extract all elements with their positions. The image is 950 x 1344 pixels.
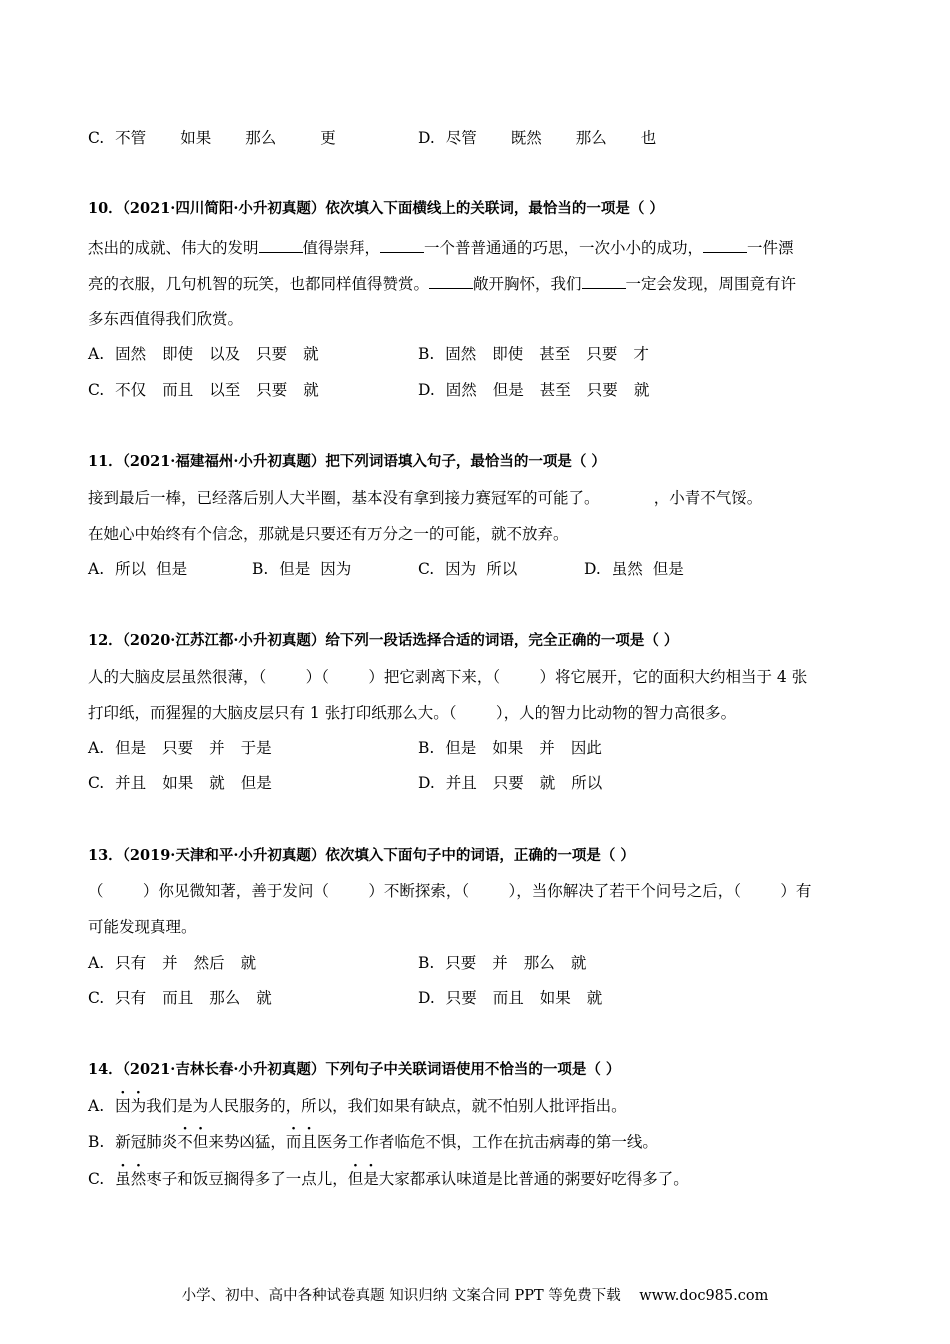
q10-option-b[interactable]: B. 固然 即使 甚至 只要 才 [418, 345, 649, 363]
q11-option-b[interactable]: B. 但是 因为 [252, 560, 352, 578]
q14-a-dotted-connective: 因为 [115, 1097, 147, 1115]
q11-option-d[interactable]: D. 虽然 但是 [584, 560, 684, 578]
q14-b-dotted-connective-2: 而且 [285, 1133, 317, 1151]
q13-option-d[interactable]: D. 只要 而且 如果 就 [418, 989, 603, 1007]
q12-title: 12．（2020·江苏江都·小升初真题）给下列一段话选择合适的词语，完全正确的一项是（ ） [88, 632, 679, 649]
q11-title: 11．（2021·福建福州·小升初真题）把下列词语填入句子，最恰当的一项是（ ） [88, 453, 606, 470]
q12-text-line1: 人的大脑皮层虽然很薄，（ ）（ ）把它剥离下来，（ ）将它展开，它的面积大约相当于 4 张 [88, 668, 808, 686]
q13-option-a[interactable]: A. 只有 并 然后 就 [88, 954, 257, 972]
q9-option-c: C. 不管 如果 那么 更 [88, 129, 336, 147]
q11-option-c[interactable]: C. 因为 所以 [418, 560, 518, 578]
q11-option-a[interactable]: A. 所以 但是 [88, 560, 188, 578]
q10-option-d[interactable]: D. 固然 但是 甚至 只要 就 [418, 381, 650, 399]
q14-title: 14．（2021·吉林长春·小升初真题）下列句子中关联词语使用不恰当的一项是（ ） [88, 1061, 621, 1078]
q13-option-b[interactable]: B. 只要 并 那么 就 [418, 954, 587, 972]
q13-option-c[interactable]: C. 只有 而且 那么 就 [88, 989, 272, 1007]
q14-c-dotted-connective-2: 但是 [347, 1170, 379, 1188]
q10-title: 10．（2021·四川简阳·小升初真题）依次填入下面横线上的关联词，最恰当的一项是（ ） [88, 200, 664, 217]
q10-option-a[interactable]: A. 固然 即使 以及 只要 就 [88, 345, 319, 363]
q14-option-c[interactable]: C. 虽然枣子和饭豆搁得多了一点儿，但是大家都承认味道是比普通的粥要好吃得多了。 [88, 1170, 689, 1188]
q12-text-line2: 打印纸，而猩猩的大脑皮层只有 1 张打印纸那么大。（ ），人的智力比动物的智力高很多。 [88, 704, 737, 722]
q14-option-a[interactable]: A. 因为我们是为人民服务的，所以，我们如果有缺点，就不怕别人批评指出。 [88, 1097, 627, 1115]
q10-option-c[interactable]: C. 不仅 而且 以至 只要 就 [88, 381, 319, 399]
q12-option-a[interactable]: A. 但是 只要 并 于是 [88, 739, 272, 757]
q11-text-line2: 在她心中始终有个信念，那就是只要还有万分之一的可能，就不放弃。 [88, 525, 569, 543]
page-footer: 小学、初中、高中各种试卷真题 知识归纳 文案合同 PPT 等免费下载 www.doc985.com [181, 1288, 769, 1304]
q13-title: 13．（2019·天津和平·小升初真题）依次填入下面句子中的词语，正确的一项是（ ） [88, 847, 635, 864]
q12-option-b[interactable]: B. 但是 如果 并 因此 [418, 739, 602, 757]
q10-text-line3: 多东西值得我们欣赏。 [88, 310, 244, 328]
q13-text-line2: 可能发现真理。 [88, 918, 197, 936]
q12-option-d[interactable]: D. 并且 只要 就 所以 [418, 774, 603, 792]
q10-text-line2: 亮的衣服，几句机智的玩笑，也都同样值得赞赏。 敞开胸怀，我们 一定会发现，周围竟有许 [88, 272, 796, 295]
q14-c-dotted-connective-1: 虽然 [115, 1170, 147, 1188]
q11-text-line1: 接到最后一棒，已经落后别人大半圈，基本没有拿到接力赛冠军的可能了。 ，小青不气馁。 [88, 489, 763, 507]
q10-text-line1: 杰出的成就、伟大的发明 值得崇拜， 一个普普通通的巧思，一次小小的成功， 一件漂 [88, 236, 794, 259]
q14-option-b[interactable]: B. 新冠肺炎不但来势凶猛，而且医务工作者临危不惧，工作在抗击病毒的第一线。 [88, 1133, 658, 1151]
q9-option-d: D. 尽管 既然 那么 也 [418, 129, 657, 147]
q14-b-dotted-connective-1: 不但 [177, 1133, 209, 1151]
q12-option-c[interactable]: C. 并且 如果 就 但是 [88, 774, 272, 792]
q13-text-line1: （ ）你见微知著，善于发问（ ）不断探索，（ ），当你解决了若干个问号之后，（ ）有 [88, 882, 812, 900]
